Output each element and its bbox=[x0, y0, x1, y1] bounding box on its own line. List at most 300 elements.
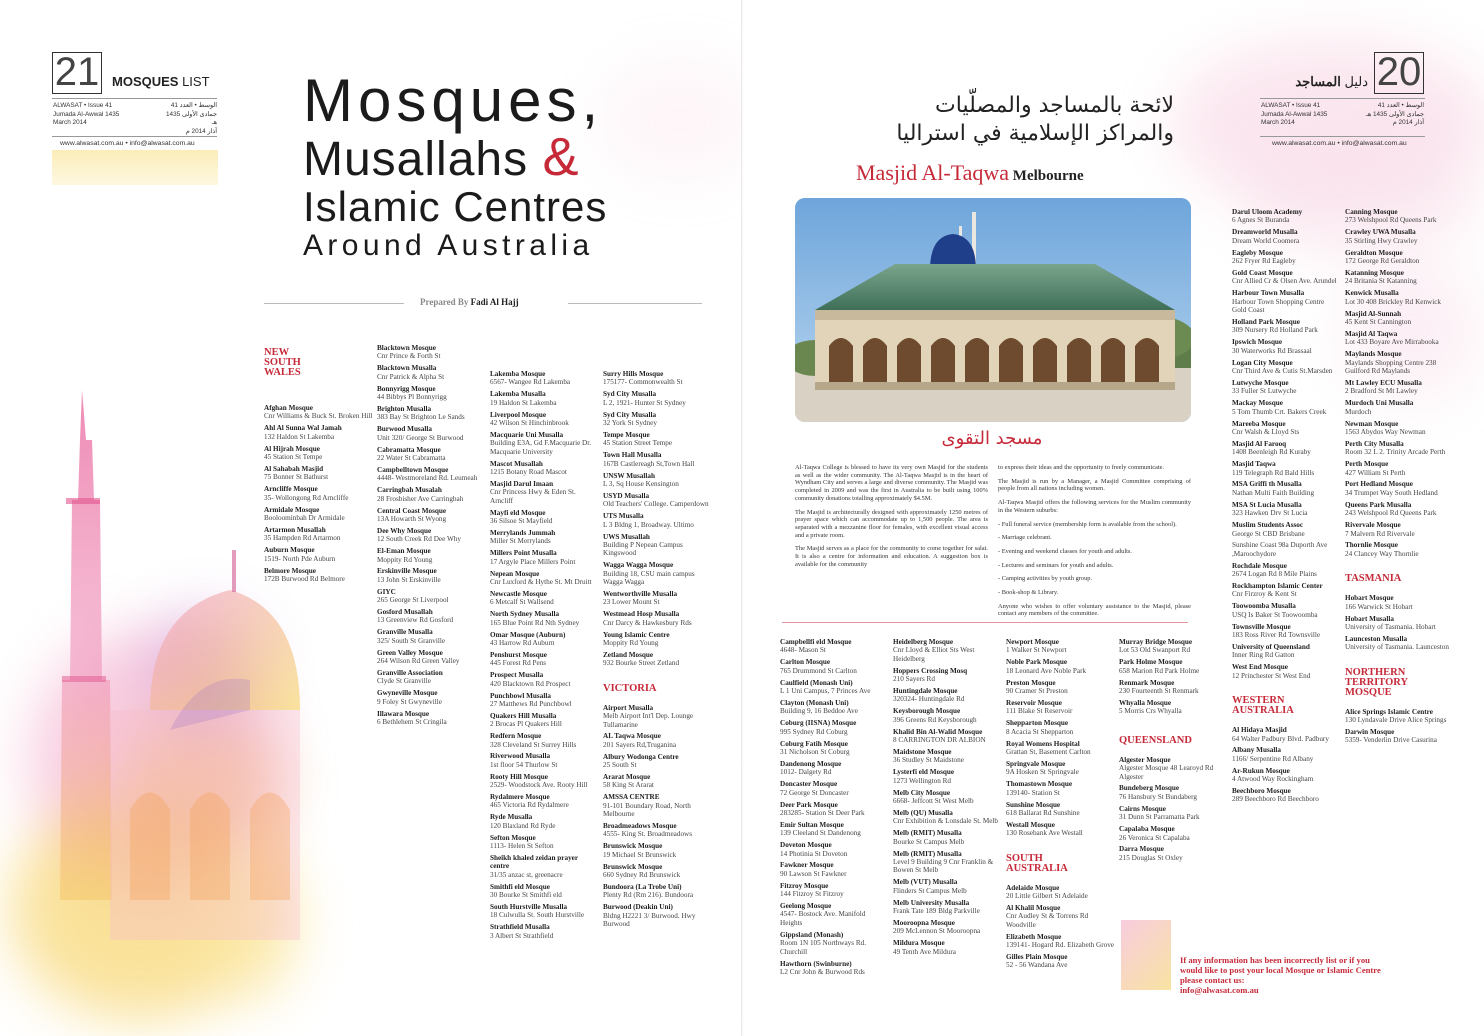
mosque-name: Algester Mosque bbox=[1119, 755, 1171, 764]
mosque-name: Masjid Al Farooq bbox=[1232, 439, 1287, 448]
list-item bbox=[490, 610, 598, 627]
list-item bbox=[377, 588, 487, 605]
mosque-name: Capalaba Mosque bbox=[1119, 825, 1175, 834]
list-item bbox=[490, 692, 598, 709]
list-item bbox=[490, 732, 598, 749]
mosque-address: 325/ South St Granville bbox=[377, 636, 446, 645]
list-item bbox=[1345, 635, 1453, 652]
mosque-name: Geelong Mosque bbox=[780, 902, 832, 911]
mosque-name: MSA Griffi th Musalla bbox=[1232, 480, 1302, 489]
mosque-name: Brunswick Mosque bbox=[603, 862, 663, 871]
mosque-address: 465 Victoria Rd Rydalmere bbox=[490, 801, 569, 810]
list-item bbox=[1232, 208, 1340, 225]
mosque-address: 35 Stirling Hwy Crawley bbox=[1345, 236, 1418, 245]
mosque-address: Cnr Darcy & Hawkesbury Rds bbox=[603, 618, 692, 627]
list-item bbox=[264, 567, 374, 584]
mosque-name: Port Hedland Mosque bbox=[1345, 480, 1413, 489]
mosque-name: Bundeberg Mosque bbox=[1119, 784, 1180, 793]
mosque-address: 76 Hansbury St Bundaberg bbox=[1119, 792, 1197, 801]
article-paragraph: - Full funeral service (membership form is available from the school). bbox=[998, 520, 1177, 528]
mosque-address: 396 Greens Rd Keysborough bbox=[893, 715, 977, 724]
list-item bbox=[490, 529, 598, 546]
mosque-address: 26 Veronica St Capalaba bbox=[1119, 833, 1190, 842]
mosque-address: 4648- Mason St bbox=[780, 646, 826, 655]
mosque-address: 618 Ballarat Rd Sunshine bbox=[1006, 808, 1080, 817]
mosque-address: 13 John St Erskinville bbox=[377, 575, 441, 584]
list-item bbox=[1345, 310, 1453, 327]
mosque-address: Murdoch bbox=[1345, 407, 1372, 416]
mosque-address: 139 Cleeland St Dandenong bbox=[780, 829, 861, 838]
list-item bbox=[490, 509, 598, 526]
mosque-address: 383 Bay St Brighton Le Sands bbox=[377, 413, 465, 422]
list-item bbox=[264, 485, 374, 502]
mosque-address: 139141- Hogard Rd. Elizabeth Grove bbox=[1006, 941, 1114, 950]
footer-email-link[interactable]: info@alwasat.com.au bbox=[1180, 985, 1259, 995]
mosque-address: Miller St Merrylands bbox=[490, 537, 551, 546]
mosque-address: 1273 Wellington Rd bbox=[893, 776, 951, 785]
list-item bbox=[1119, 699, 1227, 716]
mosque-name: Beechboro Mosque bbox=[1232, 787, 1291, 796]
mosque-name: Albany Musalla bbox=[1232, 746, 1281, 755]
list-item bbox=[893, 899, 1001, 916]
list-item bbox=[490, 903, 598, 920]
mosque-name: Murdoch Uni Musalla bbox=[1345, 399, 1414, 408]
list-item bbox=[1006, 658, 1114, 675]
mosque-address: 172B Burwood Rd Belmore bbox=[264, 574, 345, 583]
list-item bbox=[490, 651, 598, 668]
mosque-address: 175177- Commonwealth St bbox=[603, 378, 683, 387]
listing-column-3 bbox=[490, 370, 598, 944]
mosque-name: Launceston Musalla bbox=[1345, 634, 1408, 643]
mosque-name: Deer Park Mosque bbox=[780, 800, 838, 809]
mosque-name: Green Valley Mosque bbox=[377, 648, 443, 657]
list-item bbox=[1345, 379, 1453, 396]
list-item bbox=[490, 390, 598, 407]
list-item bbox=[490, 793, 598, 810]
mosque-name: Clayton (Monash Uni) bbox=[780, 698, 849, 707]
mosque-address: 35 Hampden Rd Artarmon bbox=[264, 534, 341, 543]
mosque-address: 90 Cramer St Preston bbox=[1006, 687, 1068, 696]
mosque-address: 2674 Logan Rd 8 Mile Plains bbox=[1232, 570, 1317, 579]
list-item bbox=[264, 424, 374, 441]
list-item bbox=[1345, 615, 1453, 632]
mosque-name: Adelaide Mosque bbox=[1006, 883, 1060, 892]
mosque-name: Murray Bridge Mosque bbox=[1119, 638, 1193, 646]
list-item bbox=[1232, 787, 1340, 804]
mosque-name: Blacktown Musalla bbox=[377, 364, 437, 373]
mosque-address: 144 Fitzroy St Fitzroy bbox=[780, 890, 844, 899]
mosque-address: 45 Station Street Tempe bbox=[603, 439, 673, 448]
mosque-name: Elizabeth Mosque bbox=[1006, 932, 1062, 941]
mosque-name: Ararat Mosque bbox=[603, 773, 651, 782]
list-item bbox=[264, 404, 374, 421]
mosque-name: Renmark Mosque bbox=[1119, 678, 1175, 687]
mosque-address: Room 1N 105 Northways Rd. Churchill bbox=[780, 939, 867, 956]
mosque-name: Dee Why Mosque bbox=[377, 526, 432, 535]
mosque-address: 210 Sayers Rd bbox=[893, 675, 935, 684]
mosque-address: 1215 Botany Road Mascot bbox=[490, 468, 567, 477]
mosque-name: Rydalmere Mosque bbox=[490, 793, 550, 802]
mosque-name: Riverwood Musalla bbox=[490, 752, 551, 761]
mosque-name: Doncaster Mosque bbox=[780, 780, 838, 789]
mosque-address: University of Tasmania. Launceston bbox=[1345, 643, 1449, 652]
list-item bbox=[490, 854, 598, 879]
list-item bbox=[1345, 541, 1453, 558]
mosque-address: Cnr Audley St & Torrens Rd Woodville bbox=[1006, 912, 1089, 929]
mosque-address: Old Teachers' College. Camperdown bbox=[603, 500, 709, 509]
mosque-address: Lot 53 Old Swanport Rd bbox=[1119, 646, 1191, 655]
mosque-address: 215 Douglas St Oxley bbox=[1119, 853, 1183, 862]
list-item bbox=[490, 370, 598, 387]
list-item bbox=[893, 748, 1001, 765]
mosque-name: Mayfi eld Mosque bbox=[490, 508, 546, 517]
mosque-name: Darul Uloom Academy bbox=[1232, 208, 1303, 216]
mosque-address: 28 Frosbisher Ave Carringbah bbox=[377, 494, 464, 503]
list-item bbox=[780, 902, 888, 927]
mosque-address: 130 Lyndavale Drive Alice Springs bbox=[1345, 716, 1447, 725]
feature-title-ar: مسجد التقوى bbox=[941, 428, 1043, 449]
mosque-address: 45 Station St Tempe bbox=[264, 453, 323, 462]
mosque-name: Al Hidaya Masjid bbox=[1232, 726, 1287, 735]
mosque-name: Coburg (IISNA) Mosque bbox=[780, 719, 857, 728]
list-item bbox=[1119, 845, 1227, 862]
mosque-name: El-Eman Mosque bbox=[377, 547, 431, 556]
list-item bbox=[377, 669, 487, 686]
mosque-name: Mackay Mosque bbox=[1232, 399, 1283, 408]
mosque-name: Erskinville Mosque bbox=[377, 567, 437, 576]
mosque-address: Maylands Shopping Centre 238 Guilford Rd Maylands bbox=[1345, 358, 1437, 375]
mosque-address: Inner Ring Rd Gatton bbox=[1232, 651, 1295, 660]
mosque-name: Holland Park Mosque bbox=[1232, 317, 1300, 326]
page-number: 21 bbox=[52, 52, 102, 94]
list-item bbox=[1345, 269, 1453, 286]
mosque-address: 130 Rosebank Ave Westall bbox=[1006, 829, 1083, 838]
mosque-name: Lakemba Mosque bbox=[490, 370, 546, 378]
list-item bbox=[1345, 399, 1453, 416]
article-paragraph: Al-Taqwa Masjid offers the following services for the Muslim community in the Western suburbs: bbox=[998, 499, 1191, 514]
list-item bbox=[893, 850, 1001, 875]
list-item bbox=[603, 472, 711, 489]
mosque-name: Newman Mosque bbox=[1345, 419, 1399, 428]
list-item bbox=[1006, 719, 1114, 736]
mosque-address: 4547- Bostock Ave. Manifold Heights bbox=[780, 910, 866, 927]
mosque-name: Bundoora (La Trobe Uni) bbox=[603, 883, 682, 891]
list-item bbox=[490, 549, 598, 566]
list-item bbox=[1232, 501, 1340, 518]
list-item bbox=[893, 728, 1001, 745]
list-item bbox=[490, 590, 598, 607]
mosque-address: 34 Trumpet Way South Hedland bbox=[1345, 488, 1438, 497]
mosque-name: Illawara Mosque bbox=[377, 709, 430, 718]
mosque-address: 58 King St Ararat bbox=[603, 781, 654, 790]
mosque-name: Eagleby Mosque bbox=[1232, 248, 1283, 257]
mosque-address: 18 Leonard Ave Noble Park bbox=[1006, 666, 1087, 675]
mosque-name: Sefton Mosque bbox=[490, 833, 536, 842]
mosque-name: Canning Mosque bbox=[1345, 208, 1398, 216]
mosque-name: Punchbowl Musalla bbox=[490, 691, 551, 700]
issue-info-en: ALWASAT • Issue 41 Jumada Al-Awwal 1435 March 2014 bbox=[1261, 102, 1328, 126]
mosque-address: 20 Little Gilbert St Adelaide bbox=[1006, 892, 1088, 901]
arabic-title: لائحة بالمساجد والمصلّيات والمراكز الإسلامية في استراليا bbox=[896, 93, 1174, 146]
mosque-address: 6 Agnes St Buranda bbox=[1232, 216, 1290, 225]
list-item bbox=[490, 631, 598, 648]
list-item bbox=[1232, 767, 1340, 784]
website-link[interactable]: www.alwasat.com.au • info@alwasat.com.au bbox=[60, 140, 195, 147]
mosque-address: Moppity Rd Young bbox=[377, 555, 433, 564]
mosque-name: UWS Musallah bbox=[603, 532, 650, 541]
mosque-name: Lakemba Musalla bbox=[490, 390, 546, 399]
mosque-address: 30 Waterworks Rd Brassaal bbox=[1232, 346, 1312, 355]
mosque-name: Mareeba Mosque bbox=[1232, 419, 1286, 428]
mosque-address: 19 Michael St Brunswick bbox=[603, 850, 677, 859]
list-item bbox=[603, 431, 711, 448]
mosque-address: Building 9, 16 Beddoe Ave bbox=[780, 707, 858, 716]
mosque-address: Cnr Prince & Forth St bbox=[377, 352, 441, 361]
mosque-name: Hoppers Crossing Mosq bbox=[893, 666, 968, 675]
mosque-address: 25 South St bbox=[603, 761, 637, 770]
list-item bbox=[780, 861, 888, 878]
mosque-address: 445 Forest Rd Pens bbox=[490, 659, 547, 668]
mosque-name: Crawley UWA Musalla bbox=[1345, 228, 1416, 237]
section-heading-western-australia: WESTERN AUSTRALIA bbox=[1232, 695, 1294, 717]
mosque-address: Harbour Town Shopping Centre Gold Coast bbox=[1232, 297, 1325, 315]
list-item bbox=[377, 486, 487, 503]
mosque-name: Gosford Musallah bbox=[377, 608, 433, 617]
mosque-address: Cnr Firzroy & Kent St bbox=[1232, 590, 1297, 599]
mosque-address: 91-101 Boundary Road, North Melbourne bbox=[603, 801, 691, 819]
issue-info-ar: الوسط • العدد 41 جمادى الأولى 1435 هـ آذار 2014 م bbox=[1365, 102, 1424, 126]
mosque-address: Bldng H2221 3/ Burwood. Hwy Burwood bbox=[603, 911, 696, 929]
list-item bbox=[603, 631, 711, 648]
list-item bbox=[780, 821, 888, 838]
list-item bbox=[1006, 904, 1114, 929]
mosque-name: Thornlie Mosque bbox=[1345, 541, 1398, 550]
list-item bbox=[893, 809, 1001, 826]
article-column-2 bbox=[998, 464, 1191, 624]
mosque-address: 309 Nursery Rd Holland Park bbox=[1232, 326, 1318, 335]
mosque-address: Bourke St Campus Melb bbox=[893, 837, 965, 846]
mosque-name: Melb (RMIT) Musalla bbox=[893, 849, 962, 858]
mosque-address: 328 Cleveland St Surrey Hills bbox=[490, 740, 577, 749]
mosque-address: 42 Wilson St Hinchinbrook bbox=[490, 419, 569, 428]
mosque-address: L 3 Bldng 1, Broadway. Ultimo bbox=[603, 520, 694, 529]
list-item bbox=[1232, 541, 1340, 558]
mosque-name: Zetland Mosque bbox=[603, 650, 654, 659]
list-item bbox=[377, 425, 487, 442]
list-item bbox=[780, 780, 888, 797]
list-item bbox=[603, 651, 711, 668]
mosque-name: Ipswich Mosque bbox=[1232, 338, 1283, 347]
section-heading-victoria: VICTORIA bbox=[603, 682, 657, 694]
mosque-address: 120 Blaxland Rd Ryde bbox=[490, 821, 556, 830]
mosque-name: Blacktown Mosque bbox=[377, 344, 436, 352]
mosque-name: Syd City Musalla bbox=[603, 390, 657, 399]
mosque-name: Maidstone Mosque bbox=[893, 747, 952, 756]
mosque-name: Hobart Mosque bbox=[1345, 594, 1394, 603]
mosque-address: 1166/ Serpentine Rd Albany bbox=[1232, 754, 1314, 763]
list-item bbox=[1232, 623, 1340, 640]
mosque-name: Belmore Mosque bbox=[264, 566, 316, 575]
watercolor-mosque-illustration bbox=[0, 380, 300, 1036]
mosque-address: 72 George St Doncaster bbox=[780, 788, 849, 797]
list-item bbox=[377, 385, 487, 402]
mosque-name: Masjid Taqwa bbox=[1232, 460, 1276, 469]
mosque-address: 43 Harrow Rd Auburn bbox=[490, 638, 555, 647]
list-item bbox=[603, 863, 711, 880]
listing-column-e bbox=[1232, 208, 1340, 807]
mosque-name: Caulfield (Monash Uni) bbox=[780, 678, 853, 687]
article-paragraph: Anyone who wishes to offer voluntary assistance to the Masjid, please contact any members of the committee. bbox=[998, 602, 1191, 618]
mosque-address: 90 Lawson St Fawkner bbox=[780, 869, 847, 878]
mosque-address: 765 Drummond St Carlton bbox=[780, 666, 857, 675]
mosque-address: 139140- Station St bbox=[1006, 788, 1060, 797]
list-item bbox=[1345, 440, 1453, 457]
mosque-address: 22 Water St Cabramatta bbox=[377, 453, 446, 462]
mosque-name: Rooty Hill Mosque bbox=[490, 772, 548, 781]
mosque-address: 283285- Station St Deer Park bbox=[780, 808, 865, 817]
mosque-address: 323 Hawken Drv St Lucia bbox=[1232, 509, 1308, 518]
list-item bbox=[377, 507, 487, 524]
mosque-address: 18 Culwulla St. South Hurstville bbox=[490, 911, 585, 920]
mosque-address: 209 McLennon St Mooroopna bbox=[893, 927, 981, 936]
mosque-address: University of Tasmania. Hobart bbox=[1345, 622, 1436, 631]
list-item bbox=[780, 699, 888, 716]
list-item bbox=[1345, 249, 1453, 266]
list-item bbox=[264, 445, 374, 462]
mosque-address: Frank Tate 189 Bldg Parkville bbox=[893, 906, 980, 915]
list-item bbox=[1119, 825, 1227, 842]
list-item bbox=[780, 638, 888, 655]
list-item bbox=[1232, 521, 1340, 538]
mosque-address: Cnr Luxford & Hythe St. Mt Druitt bbox=[490, 578, 592, 587]
mosque-address: Cnr Patrick & Alpha St bbox=[377, 372, 445, 381]
mosque-name: Arncliffe Mosque bbox=[264, 485, 318, 494]
mosque-address: 3 Albert St Strathfield bbox=[490, 931, 554, 940]
mosque-name: Smithfi eld Mosque bbox=[490, 882, 550, 891]
list-item bbox=[377, 567, 487, 584]
mosque-address: Level 9 Building 9 Cnr Franklin & Bowen St Melb bbox=[893, 857, 994, 875]
article-paragraph: - Camping activities by youth group. bbox=[998, 575, 1093, 583]
mosque-address: 167B Castlereagh St,Town Hall bbox=[603, 459, 695, 468]
mosque-name: Mt Lawley ECU Musalla bbox=[1345, 378, 1422, 387]
listing-column-a bbox=[780, 638, 888, 980]
mosque-name: Melb (RMIT) Musalla bbox=[893, 829, 962, 838]
list-item bbox=[603, 732, 711, 749]
list-item bbox=[780, 760, 888, 777]
mosque-name: Cairns Mosque bbox=[1119, 804, 1166, 813]
list-item bbox=[264, 546, 374, 563]
mosque-address: 12 Princhester St West End bbox=[1232, 671, 1311, 680]
list-item bbox=[603, 492, 711, 509]
list-item bbox=[490, 411, 598, 428]
list-item bbox=[377, 466, 487, 483]
mosque-name: Penshurst Mosque bbox=[490, 650, 547, 659]
list-item bbox=[603, 590, 711, 607]
list-item bbox=[1232, 379, 1340, 396]
list-item bbox=[377, 689, 487, 706]
mosque-name: Granville Association bbox=[377, 669, 443, 677]
mosque-name: Royal Womens Hospital bbox=[1006, 739, 1080, 748]
mosque-name: Alice Springs Islamic Centre bbox=[1345, 707, 1433, 716]
mosque-address: 24 Clancey Way Thornlie bbox=[1345, 549, 1419, 558]
mosque-name: Fawkner Mosque bbox=[780, 861, 834, 870]
mosque-address: 427 William St Perth bbox=[1345, 468, 1406, 477]
mosque-address: 64 Walter Padbury Blvd. Padbury bbox=[1232, 734, 1329, 743]
mosque-name: Campbellfi eld Mosque bbox=[780, 638, 852, 646]
mosque-name: Perth Mosque bbox=[1345, 460, 1389, 469]
website-link[interactable]: www.alwasat.com.au • info@alwasat.com.au bbox=[1272, 140, 1407, 147]
mosque-name: Heidelberg Mosque bbox=[893, 638, 954, 646]
list-item bbox=[1345, 208, 1453, 225]
listing-column-2 bbox=[377, 344, 487, 730]
mosque-name: Mooroopna Mosque bbox=[893, 918, 955, 927]
list-item bbox=[603, 704, 711, 729]
section-title: MOSQUES LIST bbox=[112, 74, 210, 89]
list-item bbox=[1006, 933, 1114, 950]
mosque-address: 27 Matthews Rd Punchbowl bbox=[490, 699, 572, 708]
list-item bbox=[1232, 318, 1340, 335]
list-item bbox=[780, 882, 888, 899]
mosque-name: Gold Coast Mosque bbox=[1232, 268, 1293, 277]
mosque-name: Lutwyche Mosque bbox=[1232, 378, 1289, 387]
mosque-address: 31/35 anzac st, greenacre bbox=[490, 870, 563, 879]
listing-column-4 bbox=[603, 370, 711, 932]
list-item bbox=[1006, 780, 1114, 797]
mosque-address: Clyde St Granville bbox=[377, 677, 431, 686]
mosque-name: Millers Point Musalla bbox=[490, 549, 557, 558]
list-item bbox=[1232, 338, 1340, 355]
list-item bbox=[1345, 420, 1453, 437]
mosque-name: Young Islamic Centre bbox=[603, 630, 670, 639]
list-item bbox=[780, 740, 888, 757]
mosque-address: 32 York St Sydney bbox=[603, 419, 657, 428]
section-heading-queensland: QUEENSLAND bbox=[1119, 734, 1192, 746]
mosque-address: 30 Bourke St Smithfi eld bbox=[490, 891, 562, 900]
decorative-watercolor-square bbox=[1121, 920, 1171, 990]
list-item bbox=[780, 931, 888, 956]
section-heading-south-australia: SOUTH AUSTRALIA bbox=[1006, 852, 1068, 874]
mosque-address: Building P Nepean Campus Kingswood bbox=[603, 540, 683, 558]
mosque-address: Grattan St, Basement Carlton bbox=[1006, 747, 1091, 756]
mosque-address: Flinders St Campus Melb bbox=[893, 886, 967, 895]
list-item bbox=[490, 671, 598, 688]
list-item bbox=[1119, 679, 1227, 696]
mosque-name: Katanning Mosque bbox=[1345, 268, 1404, 277]
mosque-address: 52 - 56 Wandana Ave bbox=[1006, 961, 1068, 970]
mosque-address: 4555- King St. Broadmeadows bbox=[603, 830, 693, 839]
list-item bbox=[490, 883, 598, 900]
page-number: 20 bbox=[1374, 52, 1424, 94]
list-item bbox=[603, 753, 711, 770]
list-item bbox=[377, 547, 487, 564]
list-item bbox=[377, 710, 487, 727]
mosque-address: 660 Sydney Rd Brunswick bbox=[603, 871, 681, 880]
mosque-name: Carlton Mosque bbox=[780, 658, 831, 667]
mosque-name: University of Queensland bbox=[1232, 642, 1310, 651]
mosque-address: 1 Walker St Newport bbox=[1006, 646, 1067, 655]
mosque-address: 45 Kent St Cannington bbox=[1345, 317, 1412, 326]
mosque-address: 264 Wilson Rd Green Valley bbox=[377, 657, 460, 666]
list-item bbox=[377, 446, 487, 463]
mosque-name: Doveton Mosque bbox=[780, 841, 832, 850]
mosque-name: Melb University Musalla bbox=[893, 898, 970, 907]
mosque-name: Westall Mosque bbox=[1006, 820, 1055, 829]
list-item bbox=[1232, 480, 1340, 497]
list-item bbox=[1345, 594, 1453, 611]
list-item bbox=[1232, 562, 1340, 579]
article-paragraph: Al-Taqwa College is blessed to have its very own Masjid for the students as well as the wider community. The Al-Taqwa Masjid is in the heart of Wyndham City and serves a large and diverse community. The Masjid was completed in 2009 and was the first in Australia to be built using 100% community donations totalling approximately $4.5M. bbox=[795, 464, 988, 502]
mosque-name: Burwood (Deakin Uni) bbox=[603, 903, 673, 912]
